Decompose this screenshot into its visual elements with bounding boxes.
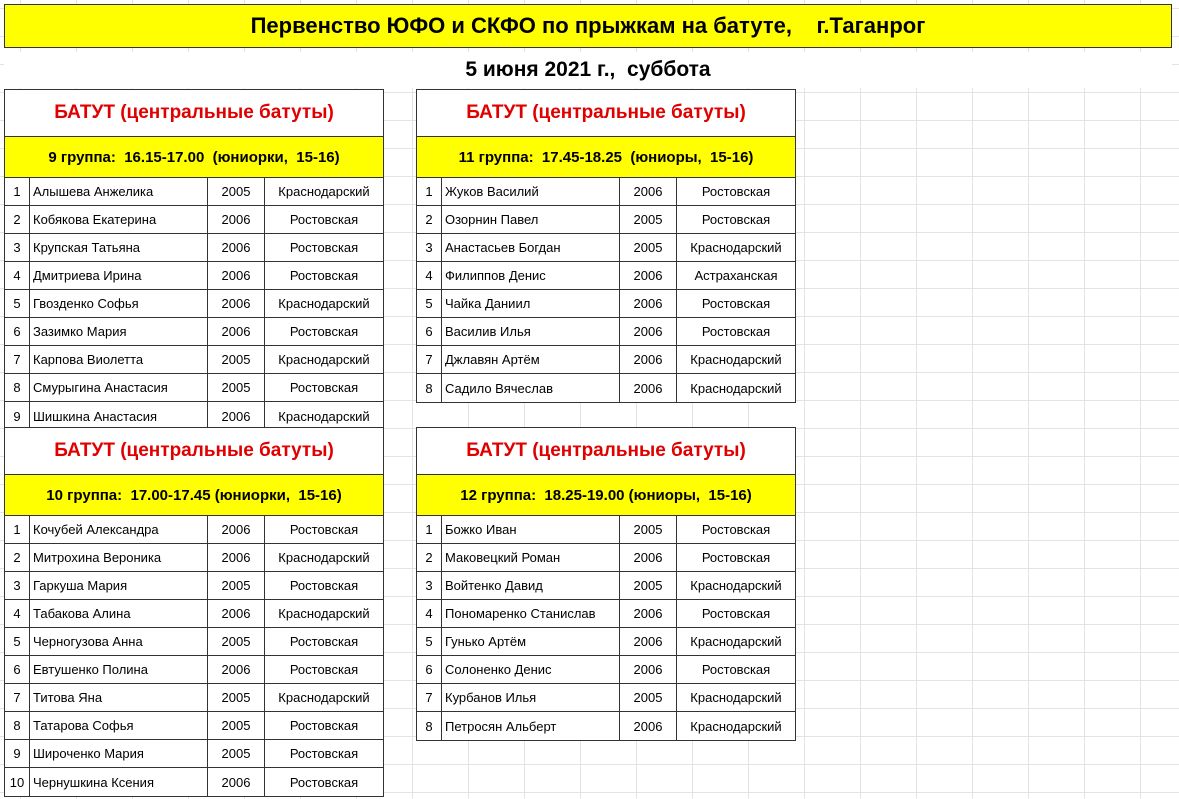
- athlete-row: [5, 206, 383, 234]
- athlete-number: 8: [417, 374, 442, 402]
- apparatus-heading: БАТУТ (центральные батуты): [417, 428, 795, 475]
- group-schedule-label: 10 группа: 17.00-17.45 (юниорки, 15-16): [5, 475, 383, 516]
- athlete-name: Курбанов Илья: [442, 684, 620, 711]
- birth-year: 2006: [208, 234, 265, 261]
- athlete-number: 3: [417, 572, 442, 599]
- athlete-number: 3: [5, 572, 30, 599]
- athlete-row: [5, 740, 383, 768]
- birth-year: 2006: [620, 544, 677, 571]
- athlete-row: [5, 544, 383, 572]
- apparatus-heading: БАТУТ (центральные батуты): [5, 90, 383, 137]
- athlete-row: [5, 768, 383, 796]
- region: Ростовская: [289, 578, 359, 593]
- birth-year: 2006: [620, 290, 677, 317]
- birth-year: 2005: [620, 234, 677, 261]
- athlete-number: 9: [5, 740, 30, 767]
- birth-year: 2006: [620, 262, 677, 289]
- athlete-row: [5, 684, 383, 712]
- athlete-name: Садило Вячеслав: [442, 374, 620, 402]
- athlete-row: [5, 318, 383, 346]
- apparatus-heading: БАТУТ (центральные батуты): [417, 90, 795, 137]
- athlete-number: 2: [5, 544, 30, 571]
- athlete-name: Карпова Виолетта: [30, 346, 208, 373]
- athlete-name: Кочубей Александра: [30, 516, 208, 543]
- group-block: [4, 427, 384, 797]
- athlete-name: Жуков Василий: [442, 178, 620, 205]
- athlete-row: [417, 234, 795, 262]
- birth-year: 2005: [208, 712, 265, 739]
- athlete-row: [5, 656, 383, 684]
- group-block: [416, 427, 796, 741]
- athlete-row: [417, 544, 795, 572]
- athlete-number: 4: [5, 262, 30, 289]
- birth-year: 2005: [208, 346, 265, 373]
- region: Ростовская: [701, 606, 771, 621]
- group-block: [416, 89, 796, 403]
- region: Ростовская: [701, 522, 771, 537]
- birth-year: 2006: [208, 290, 265, 317]
- athlete-number: 8: [5, 374, 30, 401]
- athlete-row: [417, 628, 795, 656]
- athlete-row: [5, 628, 383, 656]
- region: Краснодарский: [690, 352, 782, 367]
- athlete-name: Чернушкина Ксения: [30, 768, 208, 796]
- birth-year: 2006: [208, 318, 265, 345]
- athlete-row: [417, 290, 795, 318]
- athlete-row: [417, 572, 795, 600]
- athlete-number: 2: [417, 206, 442, 233]
- region: Астраханская: [694, 268, 778, 283]
- region: Ростовская: [289, 774, 359, 790]
- birth-year: 2006: [208, 402, 265, 430]
- region: Ростовская: [289, 380, 359, 395]
- athlete-row: [5, 234, 383, 262]
- athlete-row: [5, 178, 383, 206]
- athlete-row: [5, 712, 383, 740]
- athlete-number: 6: [5, 318, 30, 345]
- athlete-number: 8: [417, 712, 442, 740]
- region: Ростовская: [289, 240, 359, 255]
- birth-year: 2005: [208, 628, 265, 655]
- region: Ростовская: [289, 634, 359, 649]
- athlete-number: 8: [5, 712, 30, 739]
- region: Краснодарский: [278, 352, 370, 367]
- athlete-name: Джлавян Артём: [442, 346, 620, 373]
- athlete-number: 3: [5, 234, 30, 261]
- athlete-number: 1: [5, 178, 30, 205]
- region: Краснодарский: [278, 550, 370, 565]
- birth-year: 2006: [620, 346, 677, 373]
- athlete-name: Шишкина Анастасия: [30, 402, 208, 430]
- athlete-row: [5, 600, 383, 628]
- athlete-row: [417, 178, 795, 206]
- birth-year: 2006: [620, 600, 677, 627]
- athlete-name: Широченко Мария: [30, 740, 208, 767]
- region: Краснодарский: [690, 634, 782, 649]
- athlete-name: Василив Илья: [442, 318, 620, 345]
- region: Ростовская: [701, 212, 771, 227]
- athlete-name: Зазимко Мария: [30, 318, 208, 345]
- region: Краснодарский: [690, 578, 782, 593]
- region: Ростовская: [289, 212, 359, 227]
- birth-year: 2006: [620, 178, 677, 205]
- athlete-name: Алышева Анжелика: [30, 178, 208, 205]
- region: Краснодарский: [278, 296, 370, 311]
- athlete-number: 6: [5, 656, 30, 683]
- group-schedule-label: 9 группа: 16.15-17.00 (юниорки, 15-16): [5, 137, 383, 178]
- region: Ростовская: [289, 746, 359, 761]
- athlete-name: Войтенко Давид: [442, 572, 620, 599]
- region: Ростовская: [701, 324, 771, 339]
- athlete-row: [5, 290, 383, 318]
- athlete-name: Крупская Татьяна: [30, 234, 208, 261]
- athlete-name: Митрохина Вероника: [30, 544, 208, 571]
- athlete-name: Пономаренко Станислав: [442, 600, 620, 627]
- athlete-row: [417, 516, 795, 544]
- athlete-row: [5, 262, 383, 290]
- sheet-title: Первенство ЮФО и СКФО по прыжкам на батуте, г.Таганрог: [4, 4, 1172, 48]
- athlete-number: 5: [417, 628, 442, 655]
- birth-year: 2006: [208, 768, 265, 796]
- birth-year: 2006: [208, 262, 265, 289]
- athlete-name: Гвозденко Софья: [30, 290, 208, 317]
- athlete-name: Титова Яна: [30, 684, 208, 711]
- region: Краснодарский: [278, 184, 370, 199]
- birth-year: 2006: [620, 318, 677, 345]
- birth-year: 2006: [208, 544, 265, 571]
- athlete-number: 3: [417, 234, 442, 261]
- athlete-name: Петросян Альберт: [442, 712, 620, 740]
- region: Ростовская: [289, 268, 359, 283]
- region: Краснодарский: [690, 240, 782, 255]
- region: Ростовская: [289, 324, 359, 339]
- athlete-name: Божко Иван: [442, 516, 620, 543]
- athlete-name: Гунько Артём: [442, 628, 620, 655]
- birth-year: 2006: [208, 516, 265, 543]
- group-schedule-label: 11 группа: 17.45-18.25 (юниоры, 15-16): [417, 137, 795, 178]
- athlete-number: 7: [5, 346, 30, 373]
- birth-year: 2005: [620, 206, 677, 233]
- athlete-name: Солоненко Денис: [442, 656, 620, 683]
- birth-year: 2006: [620, 656, 677, 683]
- region: Ростовская: [701, 296, 771, 311]
- athlete-row: [5, 346, 383, 374]
- region: Краснодарский: [690, 380, 782, 396]
- athlete-number: 7: [5, 684, 30, 711]
- region: Ростовская: [289, 718, 359, 733]
- region: Краснодарский: [278, 606, 370, 621]
- athlete-number: 1: [417, 178, 442, 205]
- date-label: 5 июня 2021 г., суббота: [4, 52, 1172, 88]
- athlete-name: Анастасьев Богдан: [442, 234, 620, 261]
- athlete-number: 4: [417, 600, 442, 627]
- athlete-number: 2: [5, 206, 30, 233]
- athlete-number: 2: [417, 544, 442, 571]
- athlete-number: 5: [5, 628, 30, 655]
- athlete-number: 1: [5, 516, 30, 543]
- athlete-row: [5, 402, 383, 430]
- birth-year: 2005: [620, 516, 677, 543]
- birth-year: 2005: [208, 740, 265, 767]
- athlete-row: [417, 656, 795, 684]
- region: Ростовская: [289, 662, 359, 677]
- athlete-row: [417, 346, 795, 374]
- athlete-name: Кобякова Екатерина: [30, 206, 208, 233]
- athlete-row: [417, 600, 795, 628]
- athlete-row: [417, 374, 795, 402]
- birth-year: 2006: [620, 712, 677, 740]
- region: Краснодарский: [690, 718, 782, 734]
- athlete-name: Филиппов Денис: [442, 262, 620, 289]
- athlete-number: 10: [5, 768, 30, 796]
- athlete-name: Озорнин Павел: [442, 206, 620, 233]
- birth-year: 2006: [208, 656, 265, 683]
- athlete-row: [417, 318, 795, 346]
- athlete-name: Черногузова Анна: [30, 628, 208, 655]
- region: Ростовская: [701, 550, 771, 565]
- athlete-name: Табакова Алина: [30, 600, 208, 627]
- birth-year: 2005: [208, 572, 265, 599]
- group-schedule-label: 12 группа: 18.25-19.00 (юниоры, 15-16): [417, 475, 795, 516]
- athlete-name: Татарова Софья: [30, 712, 208, 739]
- athlete-name: Дмитриева Ирина: [30, 262, 208, 289]
- region: Ростовская: [289, 522, 359, 537]
- group-block: [4, 89, 384, 431]
- athlete-number: 6: [417, 318, 442, 345]
- athlete-number: 6: [417, 656, 442, 683]
- birth-year: 2005: [208, 374, 265, 401]
- athlete-name: Чайка Даниил: [442, 290, 620, 317]
- athlete-number: 9: [5, 402, 30, 430]
- athlete-number: 4: [5, 600, 30, 627]
- birth-year: 2006: [620, 374, 677, 402]
- athlete-row: [5, 374, 383, 402]
- region: Краснодарский: [278, 408, 370, 424]
- birth-year: 2006: [620, 628, 677, 655]
- athlete-number: 7: [417, 684, 442, 711]
- region: Краснодарский: [278, 690, 370, 705]
- birth-year: 2005: [620, 684, 677, 711]
- athlete-number: 7: [417, 346, 442, 373]
- athlete-row: [417, 206, 795, 234]
- athlete-name: Маковецкий Роман: [442, 544, 620, 571]
- athlete-name: Гаркуша Мария: [30, 572, 208, 599]
- athlete-row: [5, 516, 383, 544]
- athlete-row: [417, 262, 795, 290]
- region: Ростовская: [701, 662, 771, 677]
- birth-year: 2005: [620, 572, 677, 599]
- apparatus-heading: БАТУТ (центральные батуты): [5, 428, 383, 475]
- birth-year: 2005: [208, 178, 265, 205]
- athlete-row: [417, 712, 795, 740]
- birth-year: 2005: [208, 684, 265, 711]
- birth-year: 2006: [208, 206, 265, 233]
- athlete-number: 1: [417, 516, 442, 543]
- athlete-number: 4: [417, 262, 442, 289]
- athlete-row: [417, 684, 795, 712]
- athlete-number: 5: [417, 290, 442, 317]
- athlete-row: [5, 572, 383, 600]
- athlete-name: Смурыгина Анастасия: [30, 374, 208, 401]
- athlete-number: 5: [5, 290, 30, 317]
- region: Краснодарский: [690, 690, 782, 705]
- athlete-name: Евтушенко Полина: [30, 656, 208, 683]
- region: Ростовская: [701, 184, 771, 199]
- birth-year: 2006: [208, 600, 265, 627]
